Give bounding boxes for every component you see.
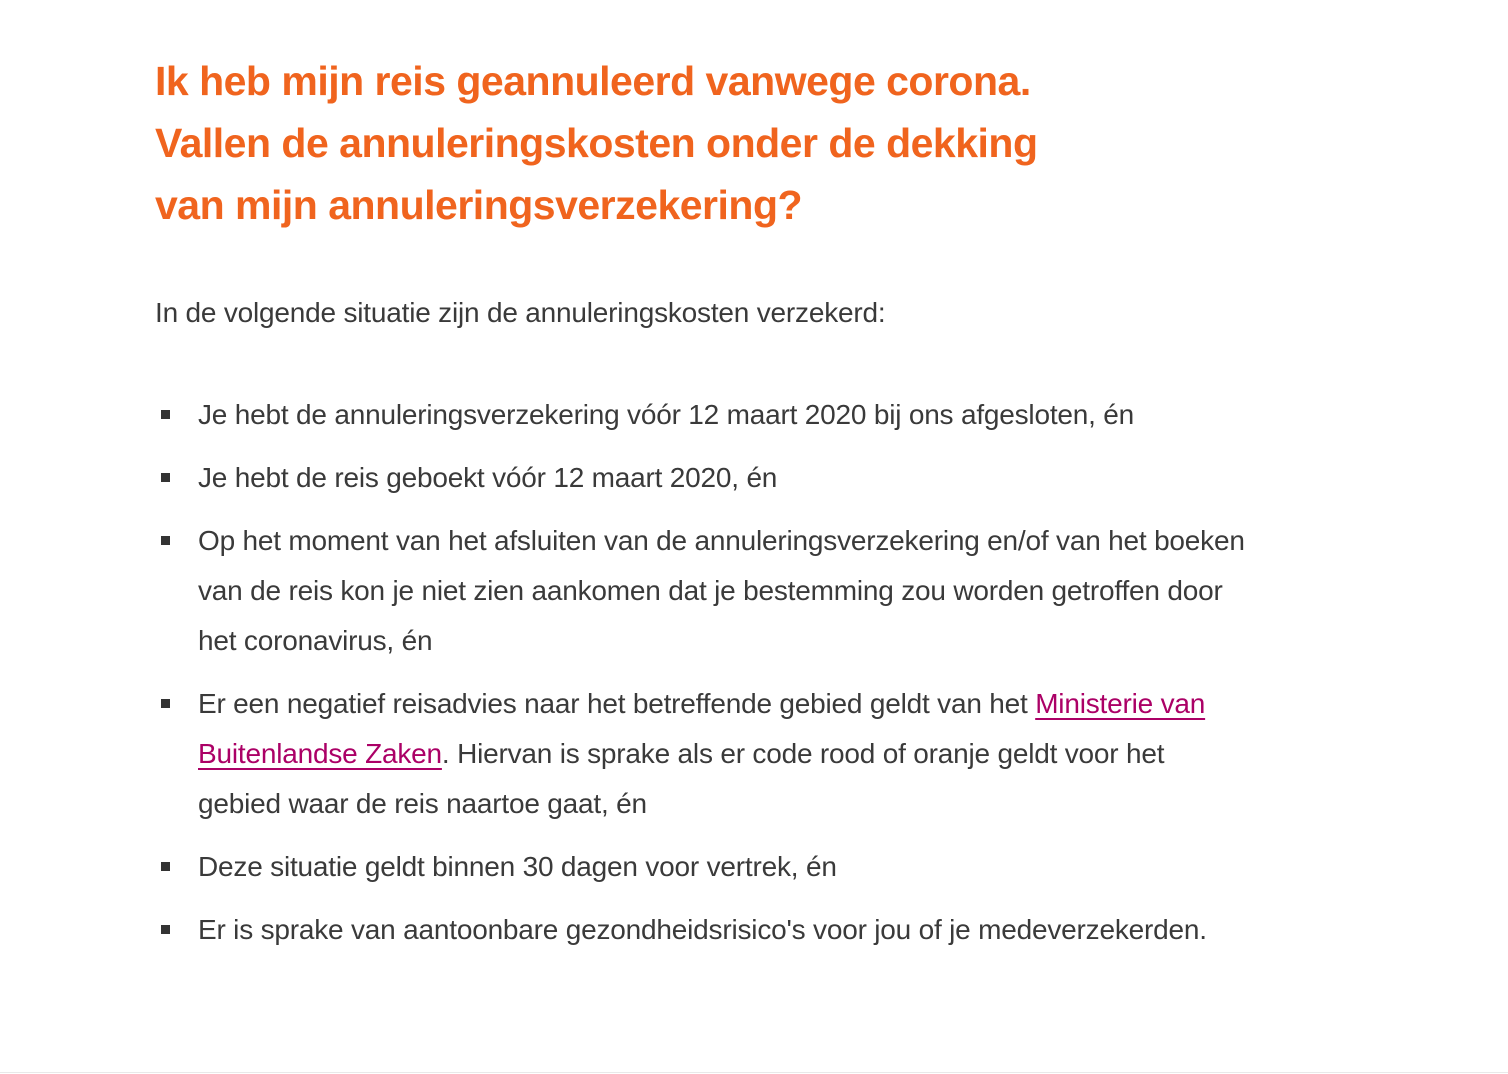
page-title-line: Vallen de annuleringskosten onder de dekking — [155, 120, 1038, 166]
list-item-text: Er is sprake van aantoonbare gezondheidsrisico's voor jou of je medeverzekerden. — [198, 914, 1207, 945]
list-item-text: Er een negatief reisadvies naar het betreffende gebied geldt van het — [198, 688, 1036, 719]
page-title-line: Ik heb mijn reis geannuleerd vanwege corona. — [155, 58, 1031, 104]
list-item-text: Deze situatie geldt binnen 30 dagen voor vertrek, én — [198, 851, 837, 882]
intro-text: In de volgende situatie zijn de annuleringskosten verzekerd: — [155, 297, 886, 328]
list-item-text: . Hiervan is sprake als er code rood of oranje geldt voor het gebied waar de reis naartoe gaat, én — [198, 738, 1165, 819]
list-item-text: Op het moment van het afsluiten van de annuleringsverzekering en/of van het boeken van de reis kon je niet zien aankomen dat je bestemming zou worden getroffen door het coronavirus, én — [198, 525, 1245, 656]
list-item — [155, 905, 1247, 955]
conditions-list — [155, 390, 1247, 955]
list-item — [155, 453, 1247, 503]
list-item-text: Je hebt de reis geboekt vóór 12 maart 2020, én — [198, 462, 778, 493]
page-title — [155, 50, 1250, 236]
page-title-line: van mijn annuleringsverzekering? — [155, 182, 803, 228]
list-item — [155, 516, 1247, 666]
ministerie-van-buitenlandse-zaken-link[interactable]: Ministerie van Buitenlandse Zaken — [198, 688, 1206, 769]
list-item — [155, 679, 1247, 829]
list-item-text: Je hebt de annuleringsverzekering vóór 12 maart 2020 bij ons afgesloten, én — [198, 399, 1135, 430]
list-item — [155, 390, 1247, 440]
list-item — [155, 842, 1247, 892]
section-divider — [0, 1072, 1508, 1073]
faq-article — [155, 50, 1250, 968]
